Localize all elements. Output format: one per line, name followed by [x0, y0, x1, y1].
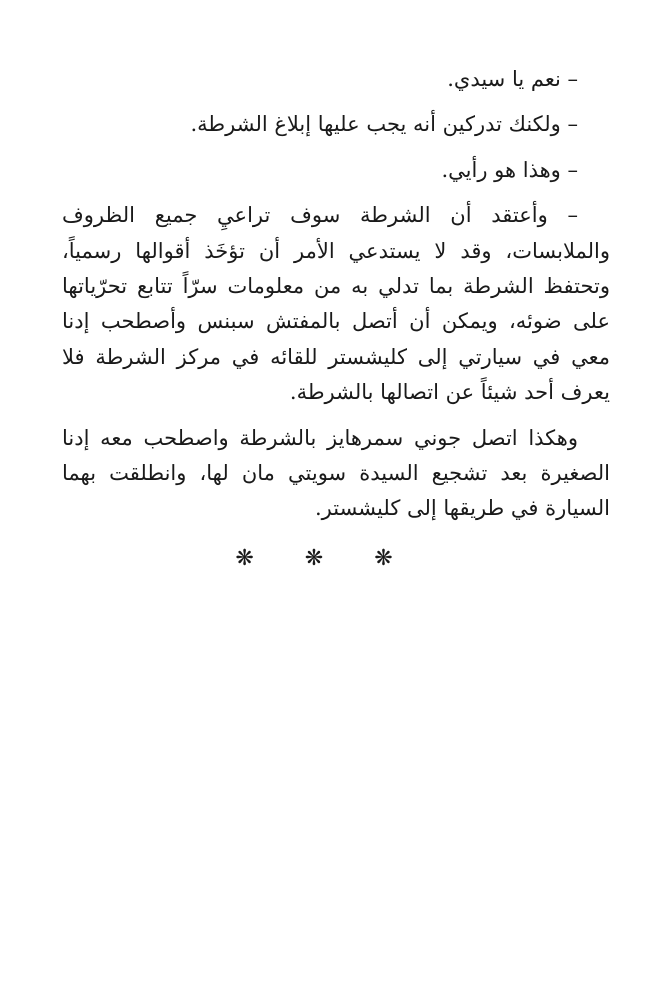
dialogue-paragraph-4: – وأعتقد أن الشرطة سوف تراعيِ جميع الظروف والملابسات، وقد لا يستدعي الأمر أن تؤخَذ أقوالها رسمياً، وتحتفظ الشرطة بما تدلي به من معلومات سرّاً تتابع تحرّياتها على ضوئه، ويمكن أن أتصل بالمفتش سبنس وأصطحب إدنا معي في سيارتي إلى كليشستر للقائه في مركز الشرطة فلا يعرف أحد شيئاً عن اتصالها بالشرطة.	[62, 203, 610, 405]
dialogue-line-3: – وهذا هو رأيي.	[441, 157, 578, 182]
dialogue-line-2: – ولكنك تدركين أنه يجب عليها إبلاغ الشرطة.	[190, 112, 578, 137]
dialogue-line-1: – نعم يا سيدي.	[447, 67, 578, 91]
book-page	[62, 62, 610, 576]
narrative-paragraph: وهكذا اتصل جوني سمرهايز بالشرطة واصطحب معه إدنا الصغيرة بعد تشجيع السيدة سويتي مان لها، وانطلقت بهما السيارة في طريقها إلى كليشستر.	[62, 425, 610, 521]
section-separator: ❋ ❋ ❋	[235, 545, 415, 571]
